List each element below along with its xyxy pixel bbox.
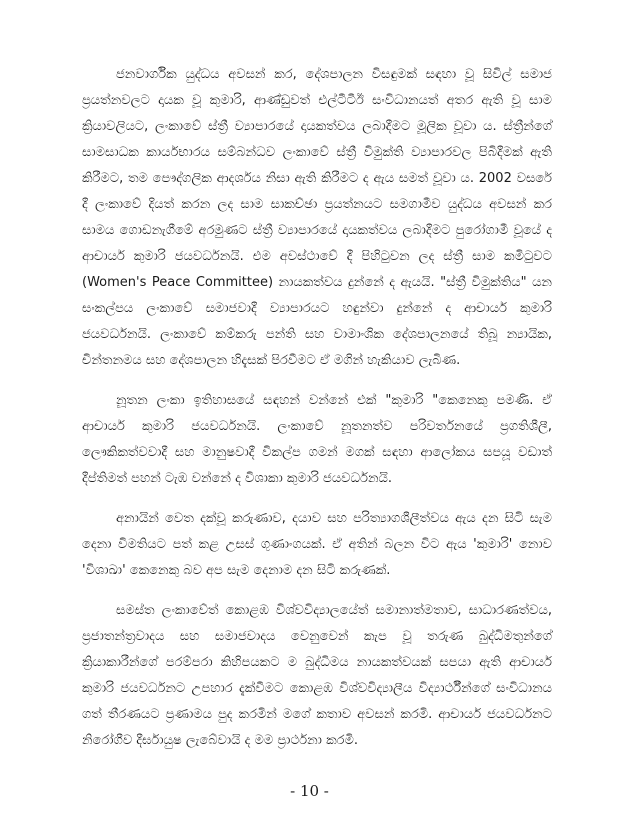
paragraph-4: සමස්ත ලංකාවේත් කොළඹ විශ්වවිද්‍යාලයේත් සමානාත්මතාව, සාධාරණත්වය, ප්‍රජාතන්ත්‍රවාදය සහ සමාජවාදය වෙනුවෙන් කැප වූ තරුණ බුද්ධිමතුන්ගේ ක්‍රියාකාරීන්ගේ පරම්පරා කිහිපයකට ම බුද්ධිමය නායකත්වයක් සපයා ඇති ආචාර්ය කුමාරි ජයවර්ධනට උපහාර දැක්වීමට කොළඹ විශ්වවිද්‍යාලීය විද්‍යාර්ථීන්ගේ සංවිධානය ගත් තීරණයට ප්‍රණාමය පුද කරමින් මගේ කතාව අවසන් කරමි. ආචාර්ය ජයවර්ධනට නිරෝගීව දීර්ඝායුෂ ලැබේවායි ද මම ප්‍රාර්ථනා කරමි. (82, 603, 552, 748)
paragraph-3: අනායින් වෙත දක්වූ කරුණාව, දයාව සහ පරිත්‍යාගශීලීත්වය ඇය දන සිටි සැම දෙනා විමතියට පත් කළ උසස් ගුණාංගයක්. ඒ අතින් බලන විට ඇය 'කුමාරි' නොව 'විශාඛා' කෙනෙකු බව අප සැම දෙනාම දන සිටි කරුණක්. (82, 511, 552, 578)
paragraph-1: ජනවාර්ගික යුද්ධය අවසන් කර, දේශපාලන විසඳුමක් සඳහා වූ සිවිල් සමාජ ප්‍රයත්නවලට දායක වූ කුමාරි, ආණ්ඩුවත් එල්ටීටීඊ සංවිධානයත් අතර ඇති වූ සාම ක්‍රියාවලියට, ලංකාවේ ස්ත්‍රී ව්‍යාපාරයේ දායකත්වය ලබාදීමට මූලික වූවා ය. ස්ත්‍රීන්ගේ සාමසාධක කාර්යභාරය සම්බන්ධව ලංකාවේ ස්ත්‍රී විමුක්ති ව්‍යාපාරවල පිබිදීමක් ඇති කිරීමට, තම පෞද්ගලික ආදර්ශය නිසා ඇති කිරීමට ද ඇය සමත් වූවා ය. 2002 වසරේ දී ලංකාවේ දියත් කරන ලද සාම සාකච්ඡා ප්‍රයත්නයට සමගාමීව යුද්ධය අවසන් කර සාමය ගොඩනැගීමේ අරමුණට ස්ත්‍රී ව්‍යාපාරයේ දායකත්වය ලබාදීමට පුරෝගාමී වූයේ ද ආචාර්ය කුමාරි ජයවර්ධනයි. එම අවස්ථාවේ දී පිහිටුවන ලද ස්ත්‍රී සාම කමිටුවට (Women's Peace Committee) නායකත්වය දුන්නේ ද ඇයයි. "ස්ත්‍රී විමුක්තිය" යන සංකල්පය ලංකාවේ සමාජවාදී ව්‍යාපාරයට හඳුන්වා දුන්නේ ද ආචාර්ය කුමාරි ජයවර්ධනයි. ලංකාවේ කම්කරු පන්ති සහ වාමාංශික දේශපාලනයේ තිබූ න්‍යායික, චින්තනමය සහ දේශපාලන හිදැසක් පිරවීමට ඒ මගින් හැකියාව ලැබිණ. (82, 67, 552, 368)
paragraph-2: නූතන ලංකා ඉතිහාසයේ සඳහන් වන්නේ එක් "කුමාරි "කෙනෙකු පමණි. ඒ ආචාර්ය කුමාරි ජයවර්ධනයි. ලංකාවේ නූතනත්ව පරිවර්තනයේ ප්‍රගතිශීලී, ලෞකිකත්වවාදී සහ මානුෂවාදී විකල්ප ගමන් මගක් සඳහා ආලෝකය සපයූ වඩාත් දීප්තිමත් පහන් ටැඹ වන්නේ ද විශාකා කුමාරි ජයවර්ධනයි. (82, 393, 552, 486)
page-number: - 10 - (290, 782, 329, 800)
document-body (82, 62, 552, 768)
